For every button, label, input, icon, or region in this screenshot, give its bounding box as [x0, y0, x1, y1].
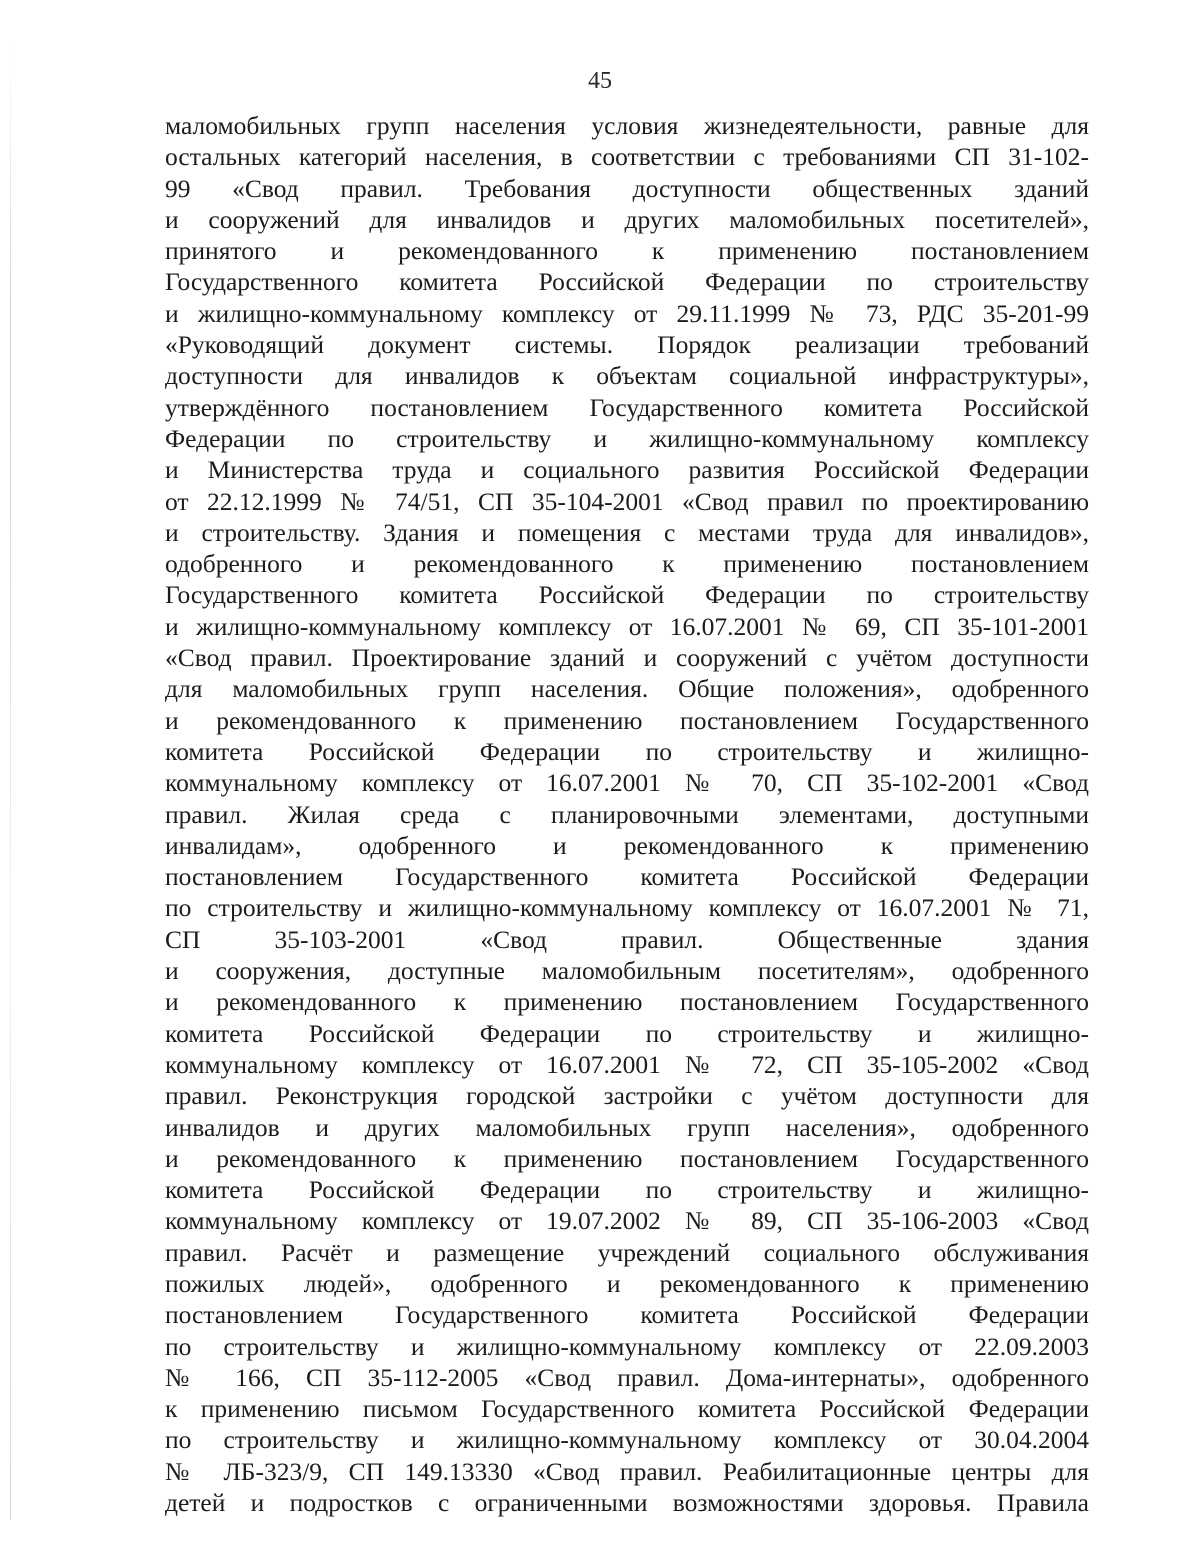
text-line: по строительству и жилищно-коммунальному комплексу от 22.09.2003 [165, 1331, 1089, 1361]
body-text [165, 110, 1089, 1518]
text-line: постановлением Государственного комитета Российской Федерации [165, 862, 1089, 892]
text-line: «Руководящий документ системы. Порядок реализации требований [165, 330, 1089, 360]
text-line: к применению письмом Государственного комитета Российской Федерации [165, 1394, 1089, 1424]
text-line: комитета Российской Федерации по строительству и жилищно- [165, 736, 1089, 766]
text-line: детей и подростков с ограниченными возможностями здоровья. Правила [165, 1488, 1089, 1518]
text-line: СП 35-103-2001 «Свод правил. Общественные здания [165, 924, 1089, 954]
text-line: и жилищно-коммунальному комплексу от 29.11.1999 № 73, РДС 35-201-99 [165, 298, 1089, 328]
text-line: одобренного и рекомендованного к применению постановлением [165, 549, 1089, 579]
text-line: инвалидам», одобренного и рекомендованного к применению [165, 830, 1089, 860]
text-line: маломобильных групп населения условия жизнедеятельности, равные для [165, 111, 1089, 140]
text-line: Федерации по строительству и жилищно-коммунальному комплексу [165, 423, 1089, 453]
text-line: комитета Российской Федерации по строительству и жилищно- [165, 1175, 1089, 1205]
text-line: 99 «Свод правил. Требования доступности общественных зданий [165, 173, 1089, 203]
text-line: № ЛБ-323/9, СП 149.13330 «Свод правил. Реабилитационные центры для [165, 1456, 1089, 1486]
text-line: пожилых людей», одобренного и рекомендованного к применению [165, 1268, 1089, 1298]
text-line: и сооружений для инвалидов и других маломобильных посетителей», [165, 204, 1089, 234]
text-line: остальных категорий населения, в соответствии с требованиями СП 31-102- [165, 142, 1089, 172]
text-line: и рекомендованного к применению постановлением Государственного [165, 987, 1089, 1017]
text-line: правил. Реконструкция городской застройки с учётом доступности для [165, 1081, 1089, 1111]
text-line: от 22.12.1999 № 74/51, СП 35-104-2001 «Свод правил по проектированию [165, 486, 1089, 516]
text-line: и рекомендованного к применению постановлением Государственного [165, 705, 1089, 735]
page-number: 45 [588, 68, 612, 94]
text-line: «Свод правил. Проектирование зданий и сооружений с учётом доступности [165, 643, 1089, 673]
text-line: по строительству и жилищно-коммунальному комплексу от 30.04.2004 [165, 1425, 1089, 1455]
text-line: доступности для инвалидов к объектам социальной инфраструктуры», [165, 361, 1089, 391]
text-line: коммунальному комплексу от 16.07.2001 № 72, СП 35-105-2002 «Свод [165, 1049, 1089, 1079]
text-line: и Министерства труда и социального развития Российской Федерации [165, 455, 1089, 485]
text-line: правил. Расчёт и размещение учреждений социального обслуживания [165, 1237, 1089, 1267]
text-line: и сооружения, доступные маломобильным посетителям», одобренного [165, 956, 1089, 986]
text-line: по строительству и жилищно-коммунальному комплексу от 16.07.2001 № 71, [165, 893, 1089, 923]
text-line: № 166, СП 35-112-2005 «Свод правил. Дома-интернаты», одобренного [165, 1362, 1089, 1392]
text-line: для маломобильных групп населения. Общие положения», одобренного [165, 674, 1089, 704]
text-line: и строительству. Здания и помещения с местами труда для инвалидов», [165, 517, 1089, 547]
text-line: комитета Российской Федерации по строительству и жилищно- [165, 1018, 1089, 1048]
text-line: Государственного комитета Российской Федерации по строительству [165, 580, 1089, 610]
text-line: Государственного комитета Российской Федерации по строительству [165, 267, 1089, 297]
text-line: коммунальному комплексу от 16.07.2001 № 70, СП 35-102-2001 «Свод [165, 768, 1089, 798]
text-line: инвалидов и других маломобильных групп населения», одобренного [165, 1112, 1089, 1142]
text-line: принятого и рекомендованного к применению постановлением [165, 236, 1089, 266]
text-line: коммунальному комплексу от 19.07.2002 № 89, СП 35-106-2003 «Свод [165, 1206, 1089, 1236]
scan-edge-shadow [10, 40, 11, 1520]
text-line: и жилищно-коммунальному комплексу от 16.07.2001 № 69, СП 35-101-2001 [165, 611, 1089, 641]
text-line: правил. Жилая среда с планировочными элементами, доступными [165, 799, 1089, 829]
text-line: и рекомендованного к применению постановлением Государственного [165, 1143, 1089, 1173]
text-line: постановлением Государственного комитета Российской Федерации [165, 1300, 1089, 1330]
text-line: утверждённого постановлением Государственного комитета Российской [165, 392, 1089, 422]
